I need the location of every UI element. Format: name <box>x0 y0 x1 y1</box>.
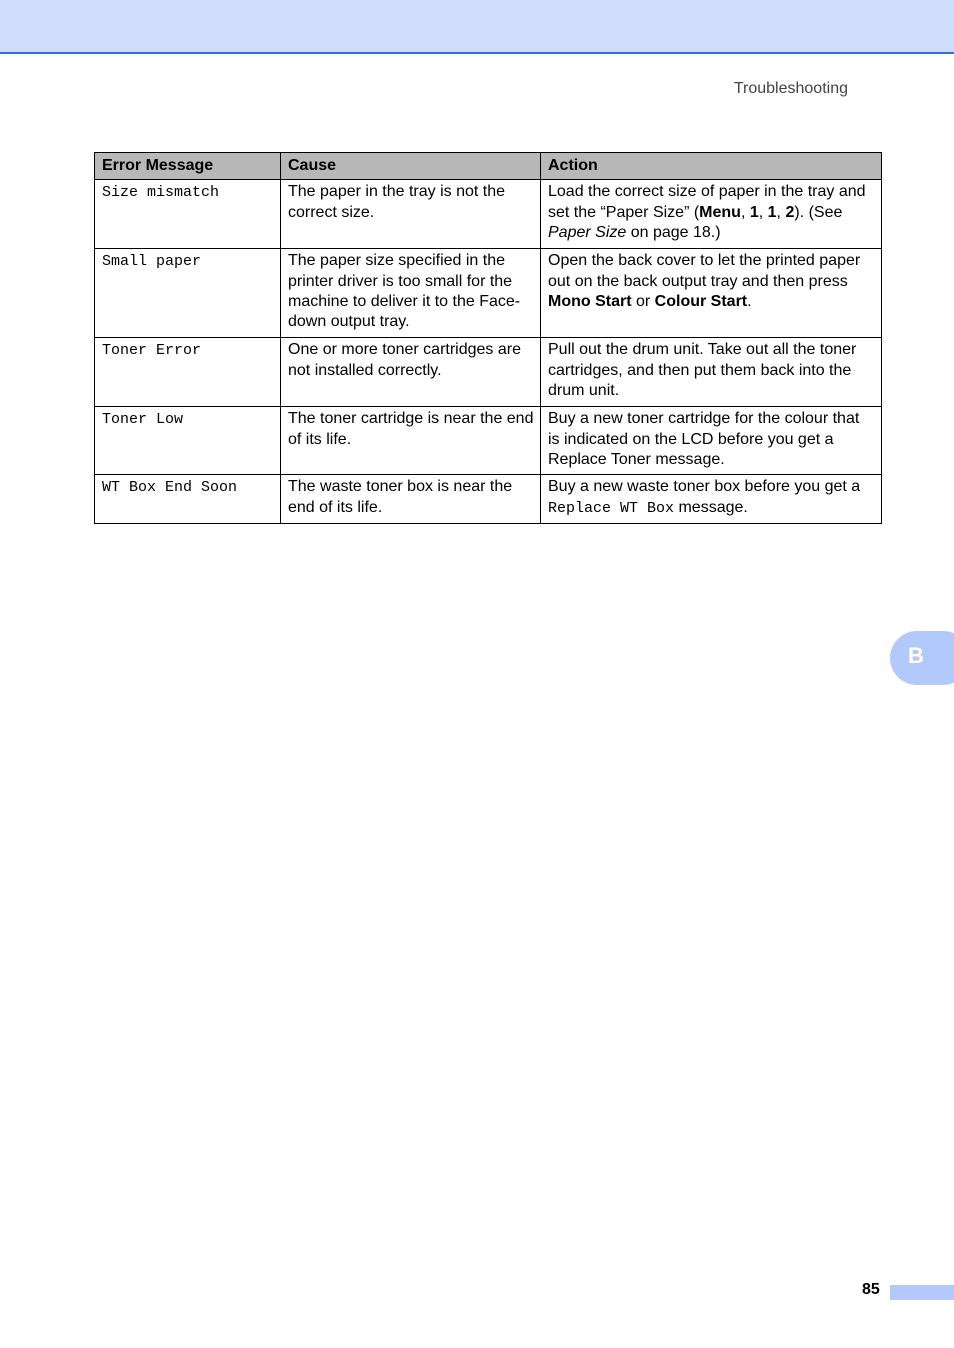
column-header-cause: Cause <box>281 153 541 180</box>
key-2: 2 <box>785 203 795 221</box>
key-1: 1 <box>749 203 759 221</box>
action-cell <box>541 249 882 338</box>
error-message: Toner Low <box>102 411 184 429</box>
lcd-message: Replace WT Box <box>548 499 675 517</box>
table-row <box>95 180 882 249</box>
table-row <box>95 475 882 524</box>
separator: , <box>758 203 768 221</box>
chapter-tab <box>890 631 954 685</box>
error-message-cell <box>95 338 281 407</box>
column-header-action: Action <box>541 153 882 180</box>
cause-cell: The toner cartridge is near the end of its life. <box>281 407 541 475</box>
error-message: Size mismatch <box>102 184 220 202</box>
header-band <box>0 0 954 54</box>
action-text: on page 18.) <box>626 223 721 241</box>
table-row <box>95 338 882 407</box>
action-text: ). (See <box>794 203 843 221</box>
action-text: Open the back cover to let the printed paper out on the back output tray and then press <box>548 252 861 290</box>
page-number: 85 <box>862 1281 880 1298</box>
action-cell: Buy a new toner cartridge for the colour that is indicated on the LCD before you get a Replace Toner message. <box>541 407 882 475</box>
table-row <box>95 249 882 338</box>
cause-cell: The paper size specified in the printer driver is too small for the machine to deliver it to the Face-down output tray. <box>281 249 541 338</box>
error-message-cell <box>95 475 281 524</box>
error-message-cell <box>95 249 281 338</box>
running-head: Troubleshooting <box>733 80 848 97</box>
action-text: or <box>631 292 655 310</box>
action-text: Load the correct size of paper in the tray and set the “Paper Size” ( <box>548 183 866 221</box>
cause-cell: The waste toner box is near the end of its life. <box>281 475 541 524</box>
chapter-tab-label: B <box>908 643 924 668</box>
column-header-error-message: Error Message <box>95 153 281 180</box>
table-row <box>95 407 882 475</box>
separator: , <box>776 203 786 221</box>
action-text: Buy a new waste toner box before you get a <box>548 478 861 496</box>
error-message-cell <box>95 180 281 249</box>
error-message-cell <box>95 407 281 475</box>
action-text: . <box>747 292 752 310</box>
error-message: WT Box End Soon <box>102 479 238 497</box>
cross-reference: Paper Size <box>548 223 627 241</box>
separator: , <box>740 203 750 221</box>
table-header-row <box>95 153 882 180</box>
key-1: 1 <box>767 203 777 221</box>
action-cell <box>541 475 882 524</box>
cause-cell: One or more toner cartridges are not installed correctly. <box>281 338 541 407</box>
action-cell <box>541 180 882 249</box>
cause-cell: The paper in the tray is not the correct size. <box>281 180 541 249</box>
action-text: message. <box>674 498 748 516</box>
colour-start-key: Colour Start <box>654 292 748 310</box>
error-message: Small paper <box>102 253 202 271</box>
error-message: Toner Error <box>102 342 202 360</box>
action-cell: Pull out the drum unit. Take out all the toner cartridges, and then put them back into the drum unit. <box>541 338 882 407</box>
mono-start-key: Mono Start <box>548 292 632 310</box>
menu-key: Menu <box>699 203 741 221</box>
error-message-table <box>94 152 882 524</box>
footer-bar <box>890 1285 954 1300</box>
